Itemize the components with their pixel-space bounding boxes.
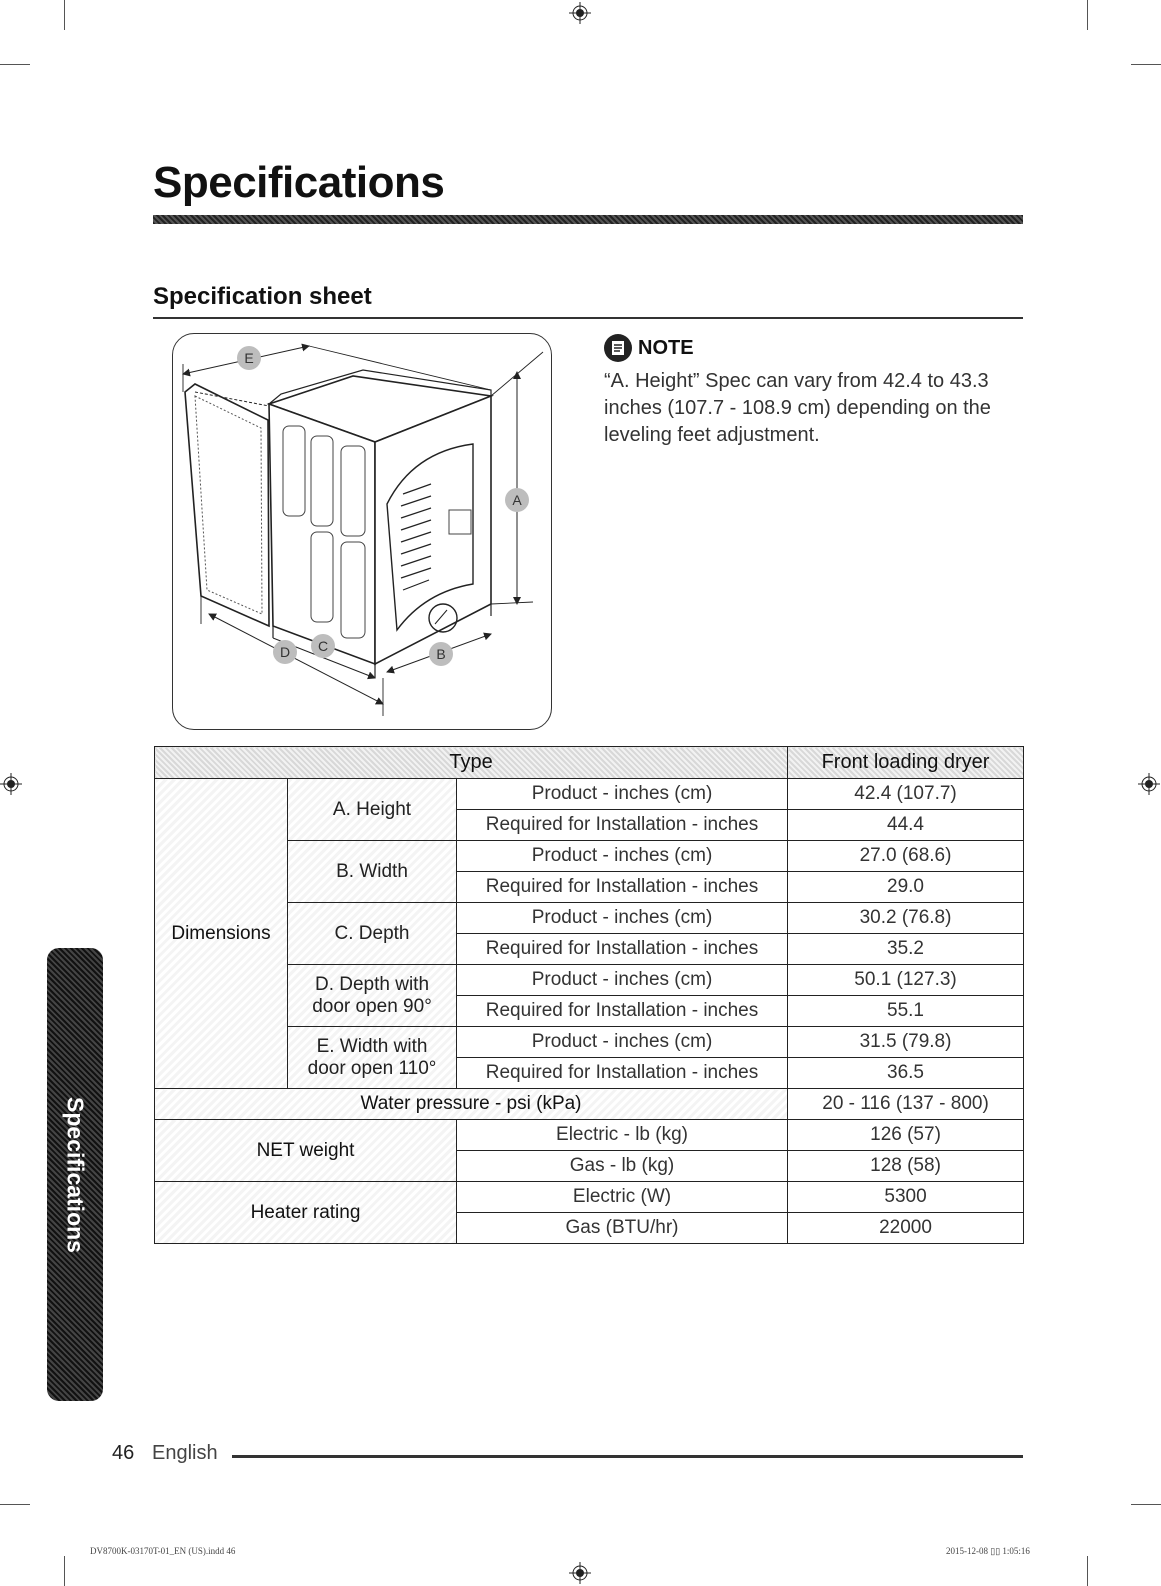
spec-value: 31.5 (79.8): [788, 1027, 1024, 1058]
spec-subtype: Product - inches (cm): [457, 1027, 788, 1058]
table-row: [155, 1182, 1024, 1213]
spec-subtype: Product - inches (cm): [457, 965, 788, 996]
water-pressure-label: Water pressure - psi (kPa): [155, 1089, 788, 1120]
registration-mark-icon: [569, 1562, 591, 1584]
spec-value: 126 (57): [788, 1120, 1024, 1151]
net-weight-label: NET weight: [155, 1120, 457, 1182]
spec-value: 20 - 116 (137 - 800): [788, 1089, 1024, 1120]
dryer-dimension-diagram: [172, 333, 552, 730]
spec-value: 36.5: [788, 1058, 1024, 1089]
note-icon: [604, 334, 632, 362]
dimension-name-line: door open 110°: [307, 1057, 437, 1079]
spec-subtype: Required for Installation - inches: [457, 996, 788, 1027]
note-text: “A. Height” Spec can vary from 42.4 to 43.3 inches (107.7 - 108.9 cm) depending on the leveling feet adjustment.: [604, 370, 991, 446]
crop-mark: [64, 0, 65, 30]
spec-subtype: Required for Installation - inches: [457, 872, 788, 903]
header-type: Type: [155, 747, 788, 779]
dimension-label-e: E: [244, 350, 254, 366]
spec-subtype: Product - inches (cm): [457, 903, 788, 934]
dimension-name: A. Height: [288, 779, 457, 841]
print-slug-left: DV8700K-03170T-01_EN (US).indd 46: [90, 1546, 236, 1556]
dimension-name-line: door open 90°: [312, 995, 432, 1017]
dimension-label-d: D: [279, 644, 291, 660]
dimension-name: [288, 965, 457, 1027]
table-row: [155, 779, 1024, 810]
spec-value: 42.4 (107.7): [788, 779, 1024, 810]
print-slug-right: 2015-12-08 ▯▯ 1:05:16: [946, 1546, 1030, 1556]
heater-rating-label: Heater rating: [155, 1182, 457, 1244]
dimension-label-a: A: [512, 492, 522, 508]
crop-mark: [64, 1556, 65, 1586]
spec-value: 50.1 (127.3): [788, 965, 1024, 996]
crop-mark: [1131, 1504, 1161, 1505]
spec-value: 22000: [788, 1213, 1024, 1244]
section-title: Specification sheet: [153, 283, 372, 310]
spec-value: 30.2 (76.8): [788, 903, 1024, 934]
page-title: Specifications: [153, 158, 445, 207]
spec-subtype: Product - inches (cm): [457, 779, 788, 810]
spec-subtype: Gas (BTU/hr): [457, 1213, 788, 1244]
spec-value: 5300: [788, 1182, 1024, 1213]
spec-subtype: Required for Installation - inches: [457, 934, 788, 965]
section-rule: [153, 317, 1023, 319]
crop-mark: [1087, 0, 1088, 30]
crop-mark: [0, 64, 30, 65]
spec-subtype: Gas - lb (kg): [457, 1151, 788, 1182]
dimension-name: B. Width: [288, 841, 457, 903]
dimension-name: [288, 1027, 457, 1089]
dimension-name: C. Depth: [288, 903, 457, 965]
section-side-tab: [47, 948, 103, 1401]
dimensions-label: Dimensions: [155, 779, 288, 1089]
footer-rule: [232, 1455, 1023, 1458]
table-header-row: [155, 747, 1024, 779]
spec-value: 55.1: [788, 996, 1024, 1027]
crop-mark: [1087, 1556, 1088, 1586]
dimension-name-line: D. Depth with: [314, 973, 430, 995]
spec-subtype: Required for Installation - inches: [457, 1058, 788, 1089]
table-row: [155, 1089, 1024, 1120]
spec-value: 27.0 (68.6): [788, 841, 1024, 872]
spec-value: 128 (58): [788, 1151, 1024, 1182]
spec-value: 29.0: [788, 872, 1024, 903]
spec-subtype: Electric - lb (kg): [457, 1120, 788, 1151]
spec-subtype: Electric (W): [457, 1182, 788, 1213]
page-number: 46: [112, 1442, 135, 1464]
spec-subtype: Required for Installation - inches: [457, 810, 788, 841]
dimension-label-b: B: [436, 646, 446, 662]
side-tab-label: Specifications: [62, 1096, 89, 1253]
note-label: NOTE: [638, 336, 694, 359]
spec-subtype: Product - inches (cm): [457, 841, 788, 872]
crop-mark: [1131, 64, 1161, 65]
dimension-label-c: C: [317, 638, 329, 654]
note-heading: [604, 334, 694, 362]
header-product-type: Front loading dryer: [788, 747, 1024, 779]
dryer-illustration: [173, 334, 551, 729]
table-row: [155, 1120, 1024, 1151]
registration-mark-icon: [1138, 773, 1160, 795]
dimension-name-line: E. Width with: [316, 1035, 428, 1057]
title-rule: [153, 215, 1023, 224]
specification-table: [154, 746, 1024, 1244]
registration-mark-icon: [0, 773, 22, 795]
crop-mark: [0, 1504, 30, 1505]
footer-language: English: [152, 1442, 218, 1464]
registration-mark-icon: [569, 2, 591, 24]
spec-value: 44.4: [788, 810, 1024, 841]
spec-value: 35.2: [788, 934, 1024, 965]
